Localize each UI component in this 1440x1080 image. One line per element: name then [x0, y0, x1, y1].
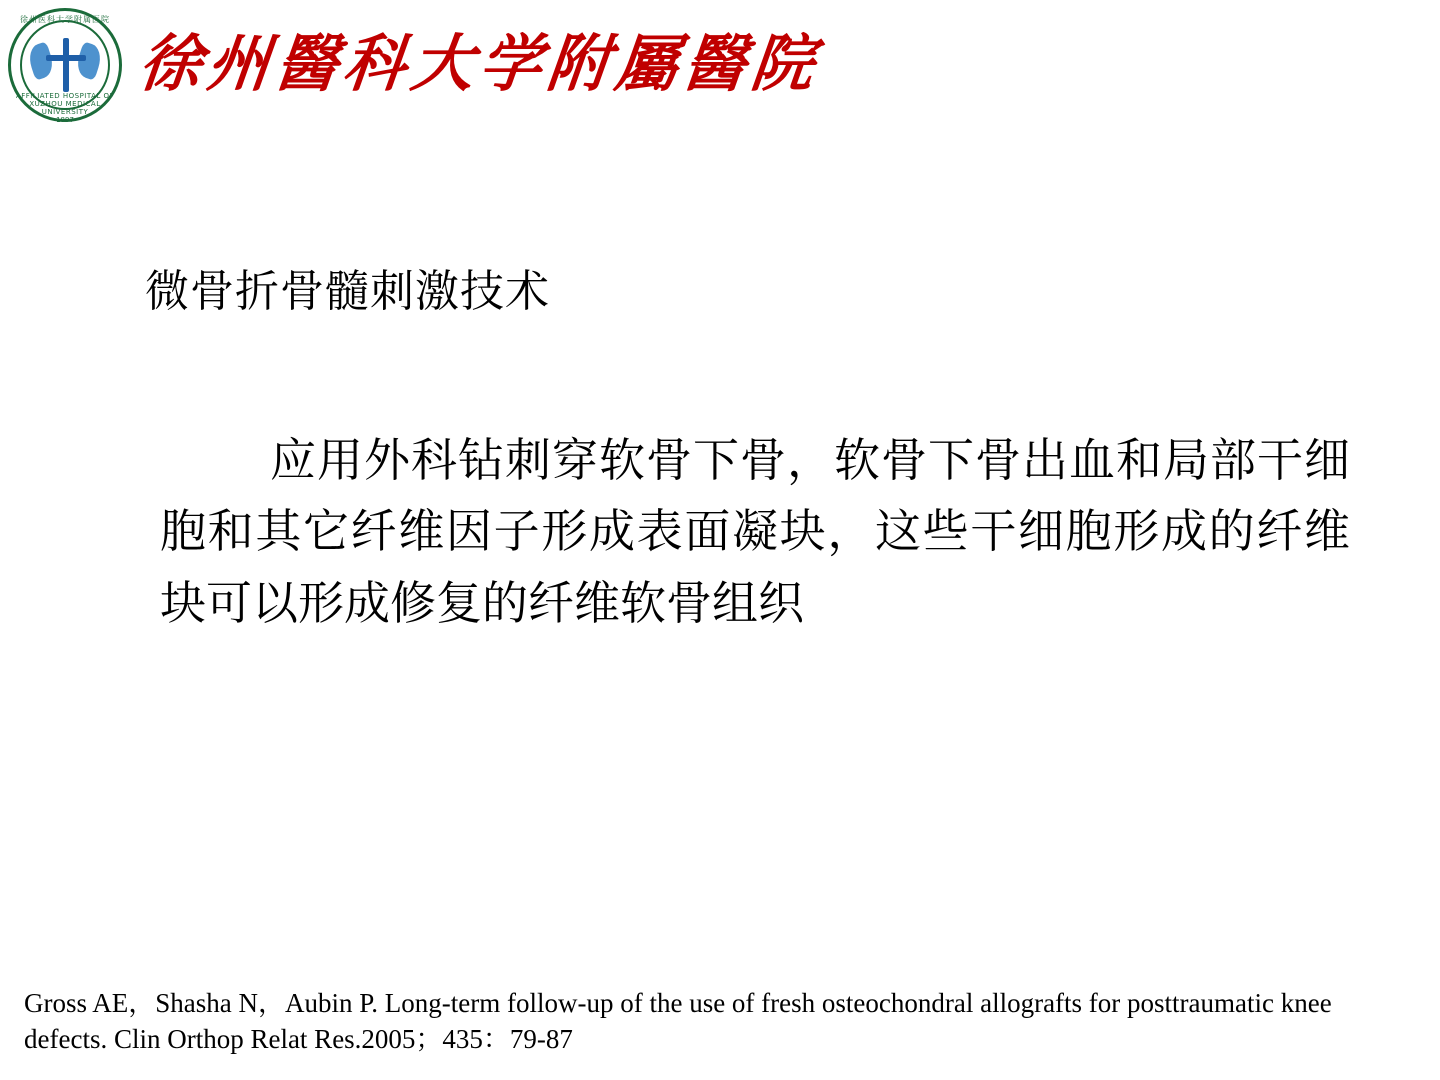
slide-body-text: 应用外科钻刺穿软骨下骨，软骨下骨出血和局部干细胞和其它纤维因子形成表面凝块，这些干细胞形成的纤维块可以形成修复的纤维软骨组织 — [160, 433, 1350, 630]
emblem-bottom-text: AFFILIATED HOSPITAL OF XUZHOU MEDICAL UNIVERSITY — [15, 92, 115, 116]
slide-header — [0, 0, 1440, 140]
emblem-cross-vertical-icon — [63, 38, 69, 92]
emblem-cross-horizontal-icon — [46, 55, 86, 61]
hospital-emblem-icon — [8, 8, 126, 126]
hospital-name-title: 徐州醫科大学附屬醫院 — [135, 27, 824, 100]
emblem-top-text: 徐州医科大学附属医院 — [20, 15, 110, 24]
slide-subtitle: 微骨折骨髓刺激技术 — [145, 266, 550, 317]
slide-reference-citation: Gross AE，Shasha N，Aubin P. Long-term follow-up of the use of fresh osteochondral allografts for posttraumatic knee defects. Clin Orthop Relat Res.2005；435：79-87 — [24, 988, 1332, 1055]
emblem-year-text: 1897 — [56, 116, 74, 124]
